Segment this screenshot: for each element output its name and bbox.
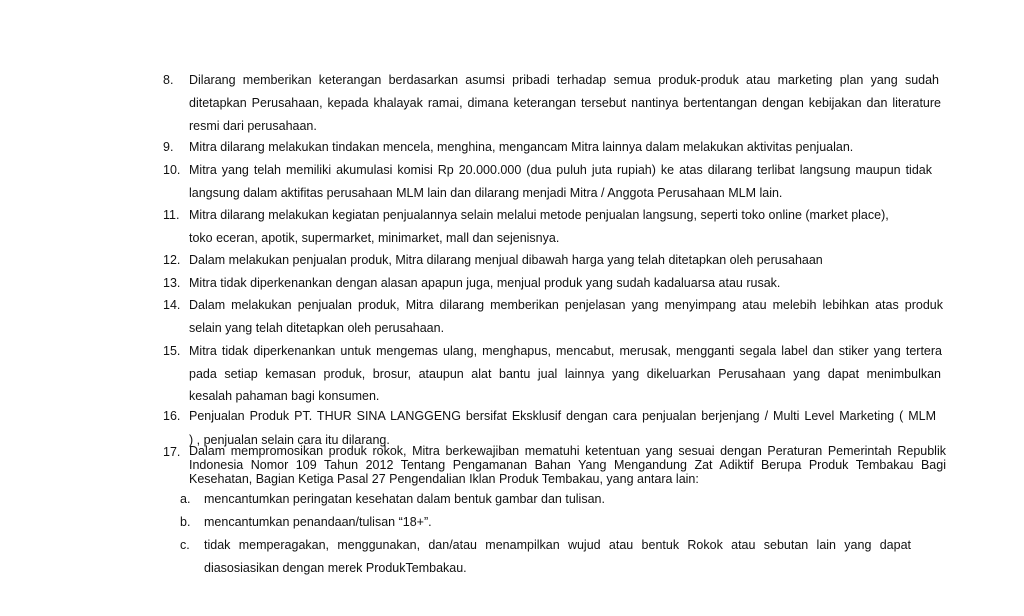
rule-text-line: resmi dari perusahaan. [189,119,317,133]
rule-text-line: Mitra dilarang melakukan kegiatan penjualannya selain melalui metode penjualan langsung, seperti toko online (market place), [189,208,889,222]
rule-number: 8. [163,73,174,87]
rule-text-line: kesalah pahaman bagi konsumen. [189,389,380,403]
rule-number: 13. [163,276,181,290]
sub-item-letter: c. [180,538,190,552]
rule-text-line: Mitra yang telah memiliki akumulasi komisi Rp 20.000.000 (dua puluh juta rupiah) ke atas dilarang terlibat langsung maupun tidak [189,163,932,177]
rule-text-line: Mitra dilarang melakukan tindakan mencela, menghina, mengancam Mitra lainnya dalam melakukan aktivitas penjualan. [189,140,854,154]
rule-number: 16. [163,409,181,423]
rule-text-line: Mitra tidak diperkenankan dengan alasan apapun juga, menjual produk yang sudah kadaluarsa atau rusak. [189,276,781,290]
sub-item-letter: a. [180,492,191,506]
rule-number: 9. [163,140,174,154]
rule-number: 15. [163,344,181,358]
rule-number: 10. [163,163,181,177]
rule-text-line: Penjualan Produk PT. THUR SINA LANGGENG bersifat Eksklusif dengan cara penjualan berjenjang / Multi Level Marketing ( MLM [189,409,936,423]
rule-text-line: Dalam melakukan penjualan produk, Mitra dilarang memberikan penjelasan yang menyimpang atau melebih lebihkan atas produk [189,298,943,312]
rule-text-line: Dalam mempromosikan produk rokok, Mitra berkewajiban mematuhi ketentuan yang sesuai dengan Peraturan Pemerintah Republik [189,444,946,458]
rule-text-line: Mitra tidak diperkenankan untuk mengemas ulang, menghapus, mencabut, merusak, mengganti segala label dan stiker yang tertera [189,344,942,358]
rule-text-line: Dilarang memberikan keterangan berdasarkan asumsi pribadi terhadap semua produk-produk atau marketing plan yang sudah [189,73,939,87]
rule-text-line: selain yang telah ditetapkan oleh perusahaan. [189,321,445,335]
rule-number: 14. [163,298,181,312]
rule-number: 11. [163,208,180,222]
rule-text-line: ditetapkan Perusahaan, kepada khalayak ramai, dimana keterangan tersebut nantinya bertentangan dengan kebijakan dan literature [189,96,941,110]
sub-item-text-line: tidak memperagakan, menggunakan, dan/atau menampilkan wujud atau bentuk Rokok atau sebutan lain yang dapat [204,538,911,552]
rule-text-line: pada setiap kemasan produk, brosur, ataupun alat bantu jual lainnya yang dikeluarkan Perusahaan yang dapat menimbulkan [189,367,941,381]
rule-text-line: Indonesia Nomor 109 Tahun 2012 Tentang Pengamanan Bahan Yang Mengandung Zat Adiktif Berupa Produk Tembakau Bagi [189,458,946,472]
rule-text-line: ) , penjualan selain cara itu dilarang. [189,433,390,447]
sub-item-text-line: mencantumkan peringatan kesehatan dalam bentuk gambar dan tulisan. [204,492,605,506]
rule-text-line: toko eceran, apotik, supermarket, minimarket, mall dan sejenisnya. [189,231,560,245]
rule-text-line: langsung dalam aktifitas perusahaan MLM lain dan dilarang menjadi Mitra / Anggota Perusahaan MLM lain. [189,186,783,200]
sub-item-letter: b. [180,515,191,529]
rule-number: 17. [163,445,181,459]
rule-text-line: Dalam melakukan penjualan produk, Mitra dilarang menjual dibawah harga yang telah ditetapkan oleh perusahaan [189,253,823,267]
rule-text-line: Kesehatan, Bagian Ketiga Pasal 27 Pengendalian Iklan Produk Tembakau, yang antara lain: [189,472,699,486]
sub-item-text-line: mencantumkan penandaan/tulisan “18+”. [204,515,432,529]
rule-number: 12. [163,253,181,267]
sub-item-text-line: diasosiasikan dengan merek ProdukTembakau. [204,561,467,575]
